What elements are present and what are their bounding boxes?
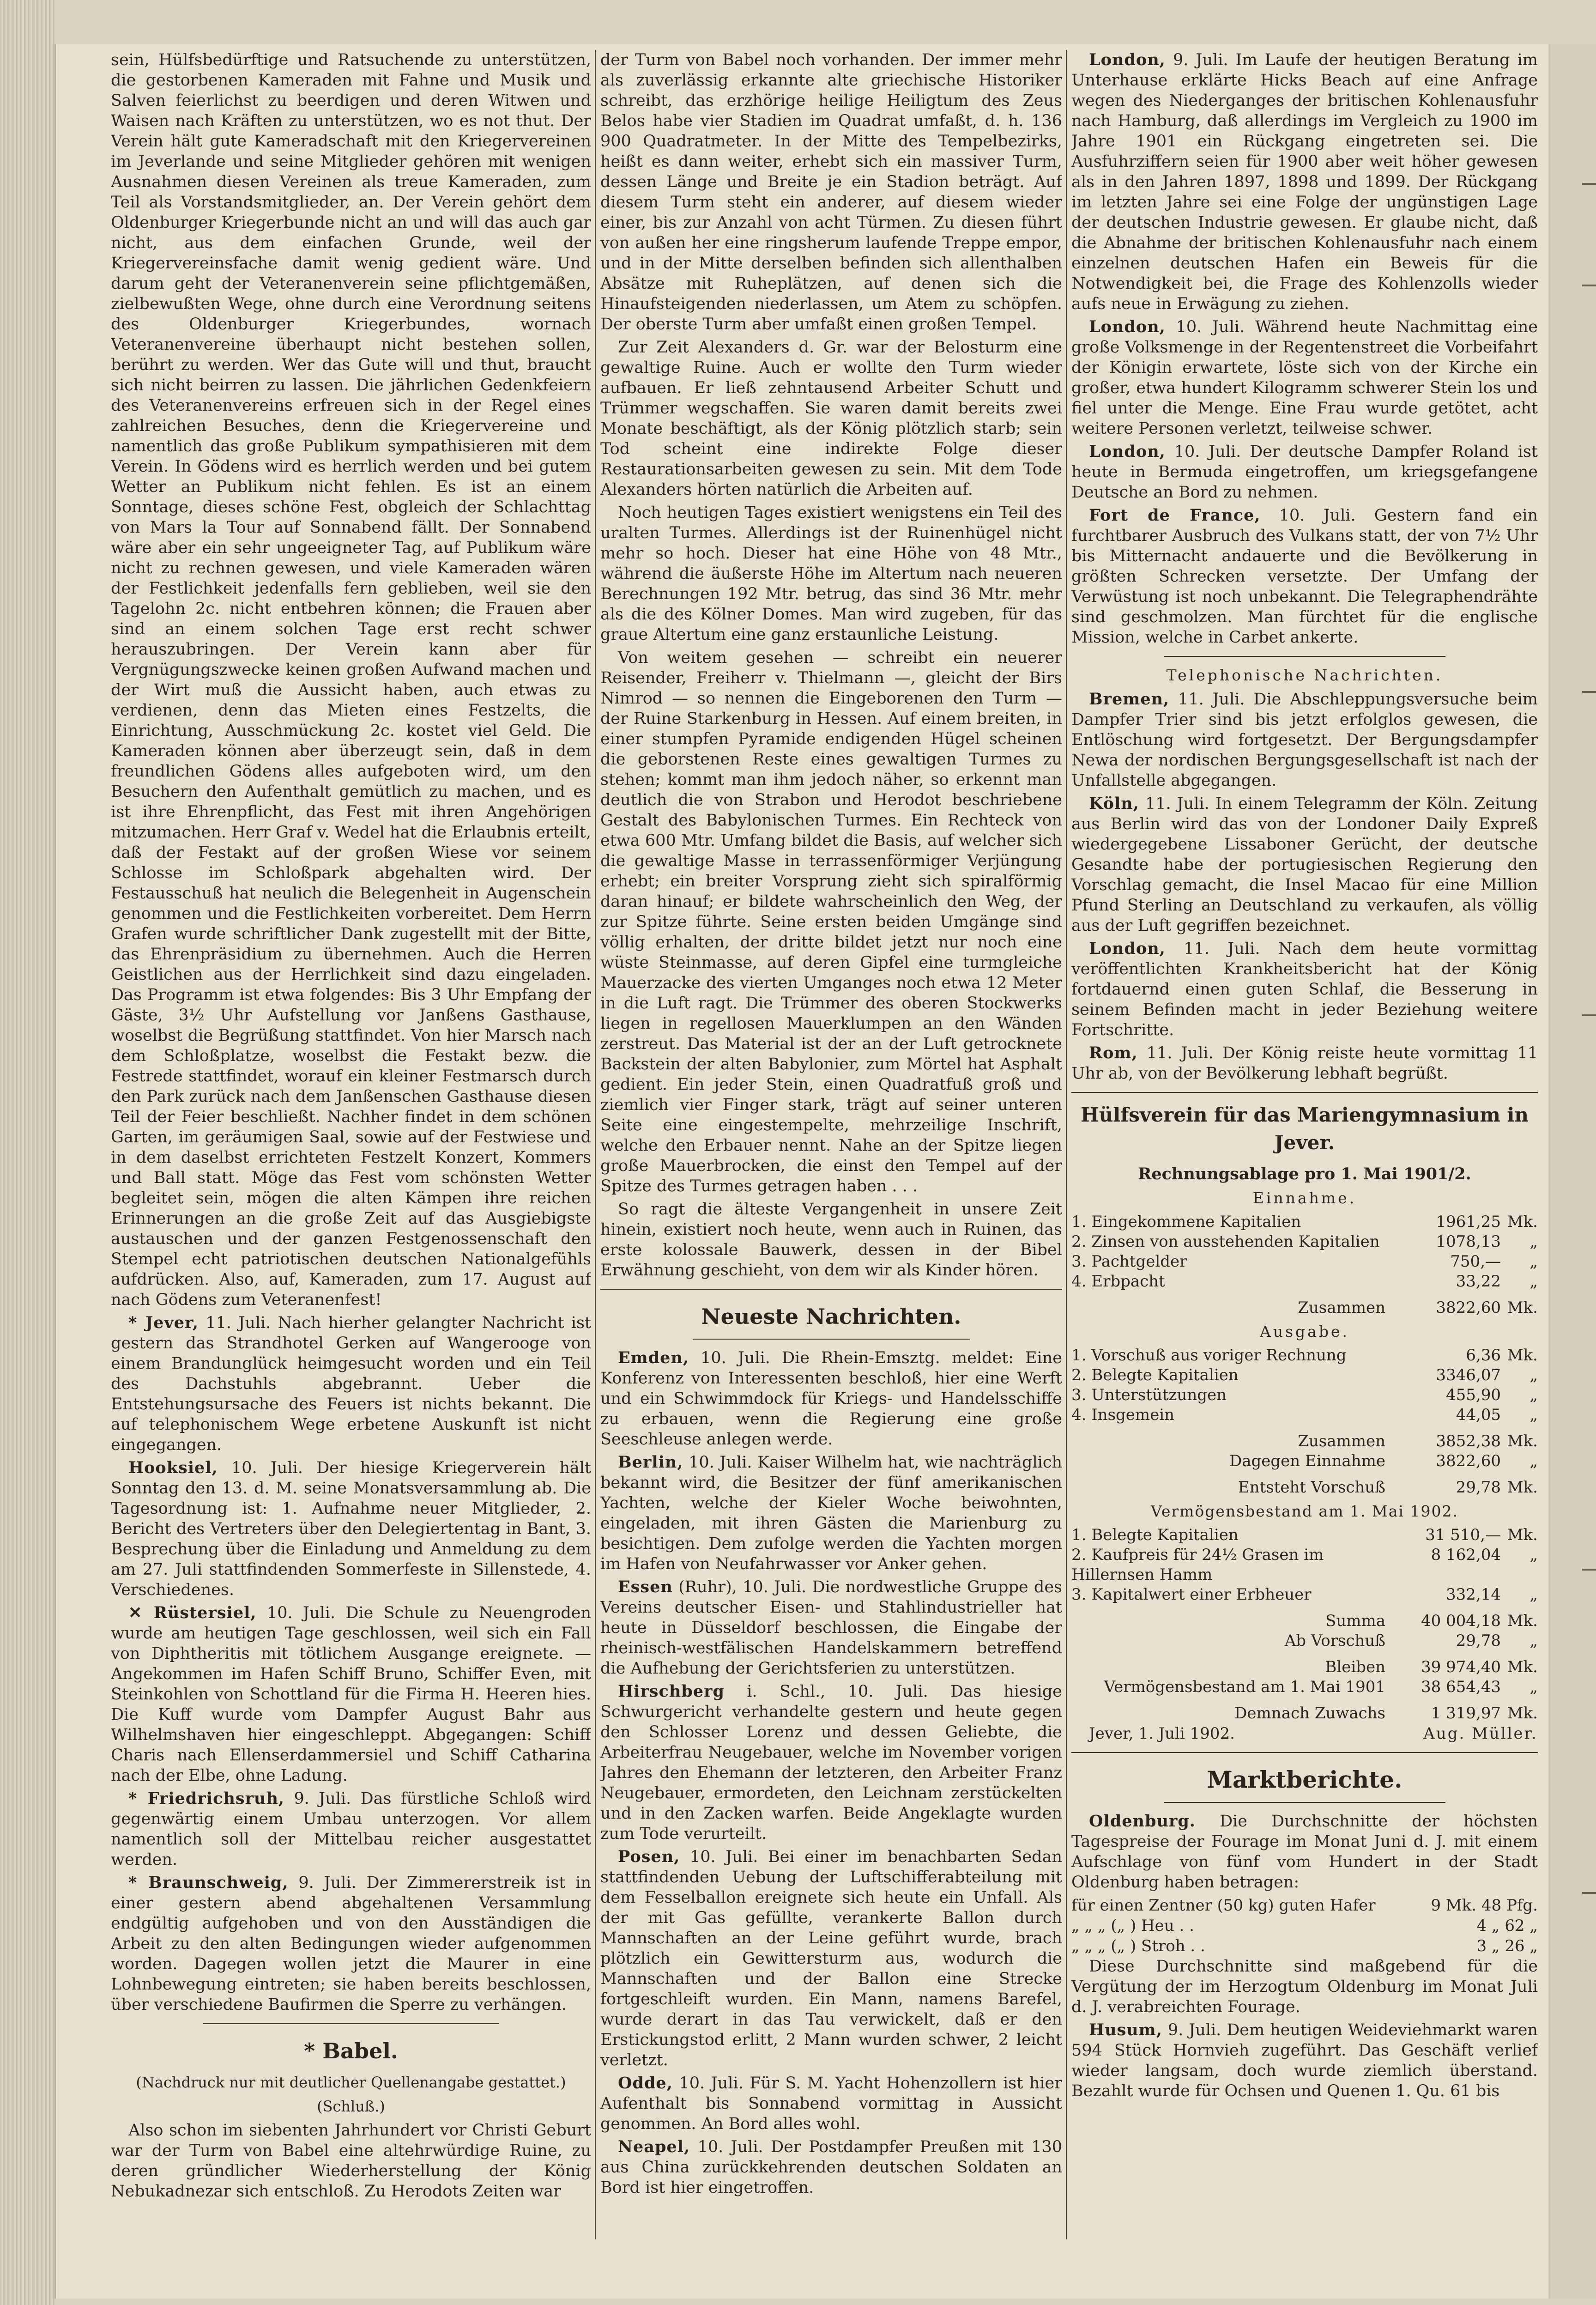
- news-item: Emden, 10. Juli. Die Rhein-Emsztg. meldet: Eine Konferenz von Interessenten beschloß, hier eine Werft und ein Schwimmdock für Kriegs- und Handelsschiffe zu erbauen, wenn die Regierung eine große Seeschleuse anlegen werde.: [600, 1348, 1062, 1449]
- account-label: 4. Insgemein: [1071, 1406, 1175, 1424]
- bleiben-row: Bleiben 39 974,40 Mk.: [1325, 1658, 1538, 1676]
- news-item: Rom, 11. Juli. Der König reiste heute vormittag 11 Uhr ab, von der Bevölkerung lebhaft begrüßt.: [1071, 1043, 1538, 1083]
- einnahme-title: Einnahme.: [1252, 1189, 1357, 1207]
- news-item: Neapel, 10. Juli. Der Postdampfer Preußen mit 130 aus China zurückkehrenden deutschen Soldaten an Bord ist hier eingetroffen.: [600, 2137, 1062, 2197]
- news-item: London, 11. Juli. Nach dem heute vormittag veröffentlichten Krankheitsbericht hat der König fortdauernd einen guten Schlaf, die Besserung in seinem Befinden macht in jeder Beziehung weitere Fortschritte.: [1071, 939, 1538, 1039]
- account-unit: „: [1530, 1252, 1538, 1271]
- column-rule: [595, 50, 596, 2239]
- sign-place: Jever, 1. Juli 1902.: [1089, 1724, 1235, 1743]
- dateline: * Braunschweig,: [128, 1873, 289, 1892]
- vorschuss-row: Entsteht Vorschuß 29,78 Mk.: [1238, 1478, 1538, 1497]
- news-item: Köln, 11. Juli. In einem Telegramm der Köln. Zeitung aus Berlin wird das von der Londoner Daily Expreß wiedergegebene Lissaboner Gerücht, der deutsche Gesandte habe der portugiesischen Regierung den Vorschlag gemacht, die Insel Macao für eine Million Pfund Sterling an Deutschland zu verkaufen, als völlig aus der Luft gegriffen bezeichnet.: [1071, 794, 1538, 935]
- section-subtitle: Telephonische Nachrichten.: [1166, 666, 1443, 684]
- account-label: 2. Zinsen von ausstehenden Kapitalien: [1071, 1232, 1380, 1251]
- advert-title: Hülfsverein für das Mariengymnasium in Jever.: [1081, 1104, 1529, 1154]
- news-item: Essen (Ruhr), 10. Juli. Die nordwestliche Gruppe des Vereins deutscher Eisen- und Stahlindustrieller hat heute in Düsseldorf beschlossen, die Eingabe der rheinisch-westfälischen Handelskammern betreffend die Aufhebung der Gerichtsferien zu unterstützen.: [600, 1577, 1062, 1678]
- divider: [1071, 1752, 1538, 1753]
- dateline: ✕ Rüstersiel,: [128, 1603, 257, 1622]
- vb1901-row: Vermögensbestand am 1. Mai 1901 38 654,43 „: [1104, 1678, 1538, 1696]
- account-amount: 455,90: [1446, 1386, 1501, 1404]
- dateline: London,: [1089, 939, 1166, 958]
- account-label: 3. Pachtgelder: [1071, 1252, 1187, 1271]
- account-label: 1. Eingekommene Kapitalien: [1071, 1213, 1301, 1231]
- price-value: 3 „ 26 „: [1476, 1937, 1538, 1955]
- dateline: Hooksiel,: [128, 1458, 218, 1477]
- dateline: Köln,: [1089, 794, 1139, 813]
- ab-row: Ab Vorschuß 29,78 „: [1284, 1632, 1538, 1650]
- dateline: Odde,: [618, 2074, 673, 2093]
- continuation-note: (Schluß.): [317, 2098, 385, 2115]
- news-item: Posen, 10. Juli. Bei einer im benachbarten Sedan stattfindenden Uebung der Luftschifferabteilung mit dem Fesselballon ereignete sich heute ein Unfall. Als der mit Gas gefüllte, verankerte Ballon durch Mannschaften an der Leine geführt wurde, brach plötzlich ein Gewittersturm aus, wodurch die Mannschaften und der Ballon eine Strecke fortgeschleift wurden. Ein Mann, namens Barefel, wurde derart in das Tau verwickelt, daß er den Erstickungstod erlitt, 2 Mann wurden schwer, 2 leicht verletzt.: [600, 1847, 1062, 2069]
- news-item: Berlin, 10. Juli. Kaiser Wilhelm hat, wie nachträglich bekannt wird, die Besitzer der fünf amerikanischen Yachten, welche der Kieler Woche beiwohnten, eingeladen, mit ihren Gästen die Marienburg zu besichtigen. Dem zufolge werden die Yachten morgen im Hafen von Neufahrwasser vor Anker gehen.: [600, 1453, 1062, 1573]
- dateline: Fort de France,: [1089, 506, 1261, 525]
- dateline: Oldenburg.: [1089, 1812, 1196, 1831]
- account-label: 2. Belegte Kapitalien: [1071, 1366, 1239, 1384]
- account-amount: 31 510,—: [1425, 1526, 1501, 1544]
- divider: [1164, 656, 1445, 657]
- account-unit: Mk.: [1507, 1346, 1538, 1365]
- dateline: Berlin,: [618, 1453, 683, 1472]
- ausgabe-title: Ausgabe.: [1260, 1322, 1349, 1341]
- account-unit: Mk.: [1507, 1526, 1538, 1544]
- dateline: Emden,: [618, 1348, 689, 1367]
- article-text: Zur Zeit Alexanders d. Gr. war der Belosturm eine gewaltige Ruine. Auch er wollte den Turm wieder aufbauen. Er ließ zehntausend Arbeiter Schutt und Trümmer wegschaffen. Sie waren damit bereits zwei Monate beschäftigt, als der König plötzlich starb; sein Tod scheint eine indirekte Folge dieser Restaurationsarbeiten gewesen zu sein. Mit dem Tode Alexanders hörten natürlich die Arbeiten auf.: [600, 338, 1062, 499]
- account-unit: „: [1530, 1366, 1538, 1384]
- dateline: London,: [1089, 317, 1166, 336]
- divider: [1164, 1802, 1445, 1803]
- column-2: [600, 50, 1062, 2239]
- account-unit: „: [1530, 1386, 1538, 1404]
- account-row: [1071, 1585, 1538, 1605]
- account-row: [1071, 1525, 1538, 1545]
- dateline: Husum,: [1089, 2020, 1162, 2039]
- account-amount: 1078,13: [1436, 1232, 1501, 1251]
- account-unit: „: [1530, 1585, 1538, 1604]
- news-item: Odde, 10. Juli. Für S. M. Yacht Hohenzollern ist hier Aufenthalt bis Sonnabend vormittag in Aussicht genommen. An Bord alles wohl.: [600, 2074, 1062, 2133]
- account-amount: 1961,25: [1436, 1213, 1501, 1231]
- section-title: Neueste Nachrichten.: [701, 1304, 961, 1329]
- price-value: 9 Mk. 48 Pfg.: [1431, 1896, 1538, 1915]
- article-text: So ragt die älteste Vergangenheit in unsere Zeit hinein, existiert noch heute, wenn auch in Ruinen, das erste kolossale Bauwerk, dessen in der Bibel Erwähnung geschieht, von dem wir als Kinder hören.: [600, 1200, 1062, 1280]
- price-row: [1071, 1916, 1538, 1936]
- reprint-note: (Nachdruck nur mit deutlicher Quellenangabe gestattet.): [136, 2074, 566, 2091]
- account-row: [1071, 1545, 1538, 1585]
- account-label: 3. Unterstützungen: [1071, 1386, 1227, 1404]
- advert-subtitle: Rechnungsablage pro 1. Mai 1901/2.: [1138, 1165, 1471, 1183]
- price-desc: für einen Zentner (50 kg) guten Hafer: [1071, 1896, 1376, 1915]
- price-desc: „ „ „ („ ) Stroh . .: [1071, 1937, 1205, 1955]
- column-3: [1071, 50, 1538, 2239]
- account-row: [1071, 1252, 1538, 1272]
- next-page-edge: [1548, 44, 1596, 2299]
- local-news-item: * Jever, 11. Juli. Nach hierher gelangter Nachricht ist gestern das Strandhotel Gerken auf Wangerooge von einem Brandunglück heimgesucht worden und ein Teil des Dachstuhls abgebrannt. Ueber die Entstehungsursache des Feuers ist nichts bekannt. Die auf telephonischem Wege erbetene Auskunft ist nicht eingegangen.: [111, 1313, 591, 1454]
- divider: [1071, 1092, 1538, 1093]
- local-news-item: * Braunschweig, 9. Juli. Der Zimmererstreik ist in einer gestern abend abgehaltenen Versammlung endgültig aufgehoben und von den Ausständigen die Arbeit zu den alten Bedingungen wieder aufgenommen worden. Dagegen wollen jetzt die Maurer in eine Lohnbewegung eintreten; sie haben bereits beschlossen, über verschiedene Baufirmen die Sperre zu verhängen.: [111, 1873, 591, 2014]
- account-unit: „: [1530, 1232, 1538, 1251]
- price-list: [1071, 1895, 1538, 1956]
- dateline: Posen,: [618, 1847, 680, 1866]
- market-item: Husum, 9. Juli. Dem heutigen Weideviehmarkt waren 594 Stück Hornvieh zugeführt. Das Geschäft verlief wieder langsam, doch wurde ziemlich überstand. Bezahlt wurde für Ochsen und Quenen 1. Qu. 61 bis: [1071, 2020, 1538, 2100]
- dateline: London,: [1089, 442, 1166, 461]
- section-title: Marktberichte.: [1207, 1766, 1403, 1793]
- vermoegen-table: [1071, 1525, 1538, 1723]
- dagegen-row: Dagegen Einnahme 3822,60 „: [1229, 1452, 1538, 1470]
- account-row: [1071, 1385, 1538, 1405]
- local-news-item: Hooksiel, 10. Juli. Der hiesige Kriegerverein hält Sonntag den 13. d. M. seine Monatsversammlung ab. Die Tagesordnung ist: 1. Aufnahme neuer Mitglieder, 2. Bericht des Vertreters über den Delegiertentag in Bant, 3. Besprechung über die Einladung und Anmeldung zu dem am 27. Juli stattfindenden Sommerfeste in Sillenstede, 4. Verschiedenes.: [111, 1458, 591, 1599]
- dateline: Hirschberg: [618, 1682, 725, 1701]
- price-value: 4 „ 62 „: [1476, 1917, 1538, 1935]
- account-amount: 33,22: [1456, 1272, 1501, 1291]
- price-row: [1071, 1936, 1538, 1956]
- account-row: [1071, 1232, 1538, 1252]
- einnahme-sum-row: Zusammen 3822,60 Mk.: [1298, 1298, 1538, 1317]
- dateline: * Friedrichsruh,: [128, 1789, 285, 1808]
- divider: [693, 1339, 970, 1340]
- account-amount: 44,05: [1456, 1406, 1501, 1424]
- account-label: 1. Vorschuß aus voriger Rechnung: [1071, 1346, 1347, 1365]
- dateline: * Jever,: [128, 1313, 199, 1332]
- account-amount: 6,36: [1466, 1346, 1501, 1365]
- dateline: London,: [1089, 50, 1166, 69]
- account-row: [1071, 1212, 1538, 1232]
- account-row: [1071, 1365, 1538, 1385]
- account-row: [1071, 1346, 1538, 1365]
- news-item: Hirschberg i. Schl., 10. Juli. Das hiesige Schwurgericht verhandelte gestern und heute gegen den Schlosser Lorenz und dessen Geliebte, die Arbeiterfrau Neugebauer, welche im November vorigen Jahres den Ehemann der letzteren, den Arbeiter Franz Neugebauer, ermordeten, den Leichnam zerstückelten und in den Zacken warfen. Beide Angeklagte wurden zum Tode verurteilt.: [600, 1682, 1062, 1843]
- article-text: der Turm von Babel noch vorhanden. Der immer mehr als zuverlässig erkannte alte griechische Historiker schreibt, das erzhörige heilige Heiligtum des Zeus Belos habe vier Stadien im Quadrat umfaßt, d. h. 136 900 Quadratmeter. In der Mitte des Tempelbezirks, heißt es dann weiter, erhebt sich ein massiver Turm, dessen Länge und Breite je ein Stadion beträgt. Auf diesem Turm steht ein anderer, auf diesem wieder einer, bis zur Anzahl von acht Türmen. Zu diesen führt von außen her eine ringsherum laufende Treppe empor, und in der Mitte derselben befinden sich allenthalben Absätze mit Ruheplätzen, auf denen sich die Hinaufsteigenden niederlassen, um Atem zu schöpfen. Der oberste Turm aber umfaßt einen großen Tempel.: [600, 51, 1062, 334]
- account-amount: 332,14: [1446, 1585, 1501, 1604]
- dateline: Neapel,: [618, 2137, 690, 2156]
- account-row: [1071, 1272, 1538, 1292]
- divider: [203, 2023, 499, 2024]
- column-rule: [1066, 50, 1067, 2239]
- account-unit: „: [1530, 1406, 1538, 1424]
- divider: [600, 1289, 1062, 1290]
- account-label: 3. Kapitalwert einer Erbheuer: [1071, 1585, 1312, 1604]
- news-item: Bremen, 11. Juli. Die Abschleppungsversuche beim Dampfer Trier sind bis jetzt erfolglos gewesen, die Entlöschung wird fortgesetzt. Der Bergungsdampfer Newa der nordischen Bergungsgesellschaft ist nach der Unfallstelle abgegangen.: [1071, 690, 1538, 790]
- sign-name: Aug. Müller.: [1423, 1724, 1538, 1743]
- dateline: Rom,: [1089, 1043, 1138, 1062]
- market-item: Oldenburg. Die Durchschnitte der höchsten Tagespreise der Fourage im Monat Juni d. J. mit einem Aufschlage von fünf vom Hundert in der Stadt Oldenburg haben betragen:: [1071, 1812, 1538, 1892]
- account-unit: „: [1530, 1272, 1538, 1291]
- signature-line: [1071, 1723, 1538, 1744]
- column-1: [111, 50, 591, 2239]
- account-row: [1071, 1405, 1538, 1425]
- article-text: Von weitem gesehen — schreibt ein neuerer Reisender, Freiherr v. Thielmann —, gleicht der Birs Nimrod — so nennen die Eingeborenen den Turm — der Ruine Starkenburg in Hessen. Auf einem breiten, in einer stumpfen Pyramide endigenden Hügel scheinen die geborstenen Reste eines gewaltigen Turmes zu stehen; kommt man ihm jedoch näher, so erkennt man deutlich die von Strabon und Herodot beschriebene Gestalt des Babylonischen Turmes. Ein Rechteck von etwa 600 Mtr. Umfang bildet die Basis, auf welcher sich die gewaltige Masse in terrassenförmiger Verjüngung erhebt; ein breiter Vorsprung zieht sich spiralförmig daran hinauf; er bildete wahrscheinlich den Weg, der zur Spitze führte. Seine ersten beiden Umgänge sind völlig erhalten, der dritte bildet jetzt nur noch eine wüste Steinmasse, auf deren Gipfel eine turmgleiche Mauerzacke des vierten Umganges noch etwa 12 Meter in die Luft ragt. Die Trümmer des oberen Stockwerks liegen in regellosen Mauerklumpen an den Wänden zerstreut. Das Material ist der an der Luft getrocknete Backstein der alten Babylonier, zum Mörtel hat Asphalt gedient. Ein jeder Stein, einen Quadratfuß groß und ziemlich vier Finger stark, trägt auf seiner unteren Seite eine eingestempelte, mehrzeilige Inschrift, welche den Erbauer nennt. Nahe an der Spitze liegen große Mauerbrocken, die einst den Tempel auf der Spitze des Turmes getragen haben . . .: [600, 649, 1062, 1195]
- local-news-item: ✕ Rüstersiel, 10. Juli. Die Schule zu Neuengroden wurde am heutigen Tage geschlossen, weil sich ein Fall von Diphtheritis mit tötlichem Ausgange ereignete. — Angekommen im Hafen Schiff Bruno, Schiffer Even, mit Steinkohlen von Schottland für die Firma H. Heeren hies. Die Kuff wurde vom Dampfer August Bahr aus Wilhelmshaven hier eingeschleppt. Abgegangen: Schiff Charis nach Ellenserdammersiel und Schiff Catharina nach der Elbe, ohne Ladung.: [111, 1603, 591, 1785]
- ausgabe-table: [1071, 1346, 1538, 1498]
- article-text: Noch heutigen Tages existiert wenigstens ein Teil des uralten Turmes. Allerdings ist der Ruinenhügel nicht mehr so hoch. Dieser hat eine Höhe von 48 Mtr., während die äußerste Höhe im Altertum nach neueren Berechnungen 192 Mtr. betrug, das sind 36 Mtr. mehr als die des Kölner Domes. Man wird zugeben, für das graue Altertum eine ganz erstaunliche Leistung.: [600, 503, 1062, 644]
- feuilleton-title: * Babel.: [304, 2038, 398, 2063]
- binding-edge: [0, 0, 54, 2305]
- price-row: [1071, 1895, 1538, 1916]
- account-amount: 3346,07: [1436, 1366, 1501, 1384]
- account-label: 4. Erbpacht: [1071, 1272, 1165, 1291]
- dateline: Essen: [618, 1577, 673, 1596]
- article-text: sein, Hülfsbedürftige und Ratsuchende zu unterstützen, die gestorbenen Kameraden mit Fahne und Musik und Salven feierlichst zu beerdigen und deren Witwen und Waisen nach Kräften zu unterstützen, wo es not thut. Der Verein hält gute Kameradschaft mit den Kriegervereinen im Jeverlande und seine Mitglieder gehören mit wenigen Ausnahmen diesen Vereinen als treue Kameraden, zum Teil als Vorstandsmitglieder, an. Der Verein gehört dem Oldenburger Kriegerbunde nicht an und will das auch gar nicht, aus dem einfachen Grunde, weil der Kriegervereinsfache damit wenig gedient wäre. Und darum geht der Veteranenverein seine pflichtgemäßen, zielbewußten Wege, ohne durch eine Verordnung seitens des Oldenburger Kriegerbundes, wornach Veteranenvereine überhaupt nicht bestehen sollen, berührt zu werden. Wer das Gute will und thut, braucht sich nicht beirren zu lassen. Die jährlichen Gedenkfeiern des Veteranenvereins erfreuen sich in der Regel eines zahlreichen Besuches, denn die Kriegervereine und namentlich das große Publikum sympathisieren mit dem Verein. In Gödens wird es herrlich werden und bei gutem Wetter an Publikum nicht fehlen. Es ist an einem Sonntage, dieses schöne Fest, obgleich der Schlachttag von Mars la Tour auf Sonnabend fällt. Der Sonnabend wäre aber ein sehr ungeeigneter Tag, auf Publikum wäre nicht zu rechnen gewesen, und viele Kameraden wären der Festlichkeit jedenfalls fern geblieben, weil sie den Tagelohn 2c. nicht entbehren können; die Frauen aber sind an einem solchen Tage erst recht schwer herauszubringen. Der Verein kann aber für Vergnügungszwecke keinen großen Aufwand machen und der Wirt muß die Aussicht haben, auch etwas zu verdienen, denn das Mieten eines Festzelts, die Einrichtung, Ausschmückung 2c. kostet viel Geld. Die Kameraden können aber überzeugt sein, daß in dem freundlichen Gödens alles aufgeboten wird, um den Besuchern den Aufenthalt gemütlich zu machen, und es ist ihre Ehrenpflicht, das Fest mit ihren Angehörigen mitzumachen. Herr Graf v. Wedel hat die Erlaubnis erteilt, daß der Festakt auf der großen Wiese vor seinem Schlosse im Schloßpark abgehalten wird. Der Festausschuß hat neulich die Belegenheit in Augenschein genommen und die Festlichkeiten vorbereitet. Dem Herrn Grafen wurde schriftlicher Dank zugestellt mit der Bitte, das Ehrenpräsidium zu übernehmen. Auch die Herren Geistlichen aus der Herrlichkeit sind dazu eingeladen. Das Programm ist etwa folgendes: Bis 3 Uhr Empfang der Gäste, 3½ Uhr Aufstellung vor Janßens Gasthause, woselbst die Begrüßung stattfindet. Von hier Marsch nach dem Schloßplatze, woselbst die Festakt bezw. die Festrede stattfindet, worauf ein kleiner Festmarsch durch den Park zurück nach dem Janßenschen Gasthause diesen Teil der Feier beschließt. Nachher findet in dem schönen Garten, im geräumigen Saal, sowie auf der Festwiese und in dem daselbst errichteten Festzelt Konzert, Kommers und Ball statt. Möge das Fest vom schönsten Wetter begleitet sein, mögen die alten Kämpen ihre reichen Erinnerungen an die große Zeit auf das Ausgiebigste austauschen und der ganzen Festgenossenschaft den Stempel echt patriotischen deutschen Nationalgefühls aufdrücken. Also, auf, Kameraden, zum 17. August auf nach Gödens zum Veteranenfest!: [111, 51, 591, 1309]
- market-item: Diese Durchschnitte sind maßgebend für die Vergütung der im Herzogtum Oldenburg im Monat Juli d. J. verabreichten Fourage.: [1071, 1957, 1538, 2016]
- ausgabe-sum-row: Zusammen 3852,38 Mk.: [1298, 1432, 1538, 1450]
- vermoegen-title: Vermögensbestand am 1. Mai 1902.: [1151, 1502, 1458, 1520]
- dateline: Bremen,: [1089, 690, 1170, 709]
- account-amount: 8 162,04: [1431, 1546, 1501, 1564]
- account-unit: Mk.: [1507, 1213, 1538, 1231]
- news-item: London, 9. Juli. Im Laufe der heutigen Beratung im Unterhause erklärte Hicks Beach auf eine Anfrage wegen des Niederganges der britischen Kohlenausfuhr nach Hamburg, daß allerdings im Vergleich zu 1900 im Jahre 1901 ein Rückgang eingetreten sei. Die Ausfuhrziffern seien für 1900 aber weit höher gewesen als in den Jahren 1897, 1898 und 1899. Der Rückgang im letzten Jahre sei eine Folge der ungünstigen Lage der deutschen Industrie gewesen. Er glaube nicht, daß die Abnahme der britischen Kohlenausfuhr nach einem einzelnen deutschen Hafen ein Beweis für die Notwendigkeit bei, die Frage des Kohlenzolls wieder aufs neue in Erwägung zu ziehen.: [1071, 50, 1538, 313]
- zuwachs-row: Demnach Zuwachs 1 319,97 Mk.: [1234, 1704, 1538, 1723]
- price-desc: „ „ „ („ ) Heu . .: [1071, 1917, 1194, 1935]
- einnahme-table: [1071, 1212, 1538, 1318]
- news-item: London, 10. Juli. Der deutsche Dampfer Roland ist heute in Bermuda eingetroffen, um kriegsgefangene Deutsche an Bord zu nehmen.: [1071, 442, 1538, 502]
- local-news-item: * Friedrichsruh, 9. Juli. Das fürstliche Schloß wird gegenwärtig einem Umbau unterzogen. Vor allem namentlich soll der Mittelbau reicher ausgestattet werden.: [111, 1789, 591, 1869]
- account-label: 1. Belegte Kapitalien: [1071, 1526, 1239, 1544]
- article-text: Also schon im siebenten Jahrhundert vor Christi Geburt war der Turm von Babel eine altehrwürdige Ruine, zu deren gründlicher Wiederherstellung der König Nebukadnezar sich entschloß. Zu Herodots Zeiten war: [111, 2121, 591, 2201]
- summa-row: Summa 40 004,18 Mk.: [1325, 1612, 1538, 1630]
- account-unit: „: [1530, 1546, 1538, 1564]
- account-label: 2. Kaufpreis für 24½ Grasen im Hillernsen Hamm: [1071, 1546, 1324, 1584]
- news-item: London, 10. Juli. Während heute Nachmittag eine große Volksmenge in der Regentenstreet die Vorbeifahrt der Königin erwartete, löste sich von der Kirche ein großer, etwa hundert Kilogramm schwerer Stein los und fiel unter die Menge. Eine Frau wurde getötet, acht weitere Personen verletzt, teilweise schwer.: [1071, 317, 1538, 438]
- account-amount: 750,—: [1450, 1252, 1501, 1271]
- news-item: Fort de France, 10. Juli. Gestern fand ein furchtbarer Ausbruch des Vulkans statt, der von 7½ Uhr bis Mitternacht andauerte und die Bevölkerung in größten Schrecken versetzte. Der Umfang der Verwüstung ist noch unbekannt. Die Telegraphendrähte sind geschmolzen. Man fürchtet für die englische Mission, welche in Carbet ankerte.: [1071, 506, 1538, 647]
